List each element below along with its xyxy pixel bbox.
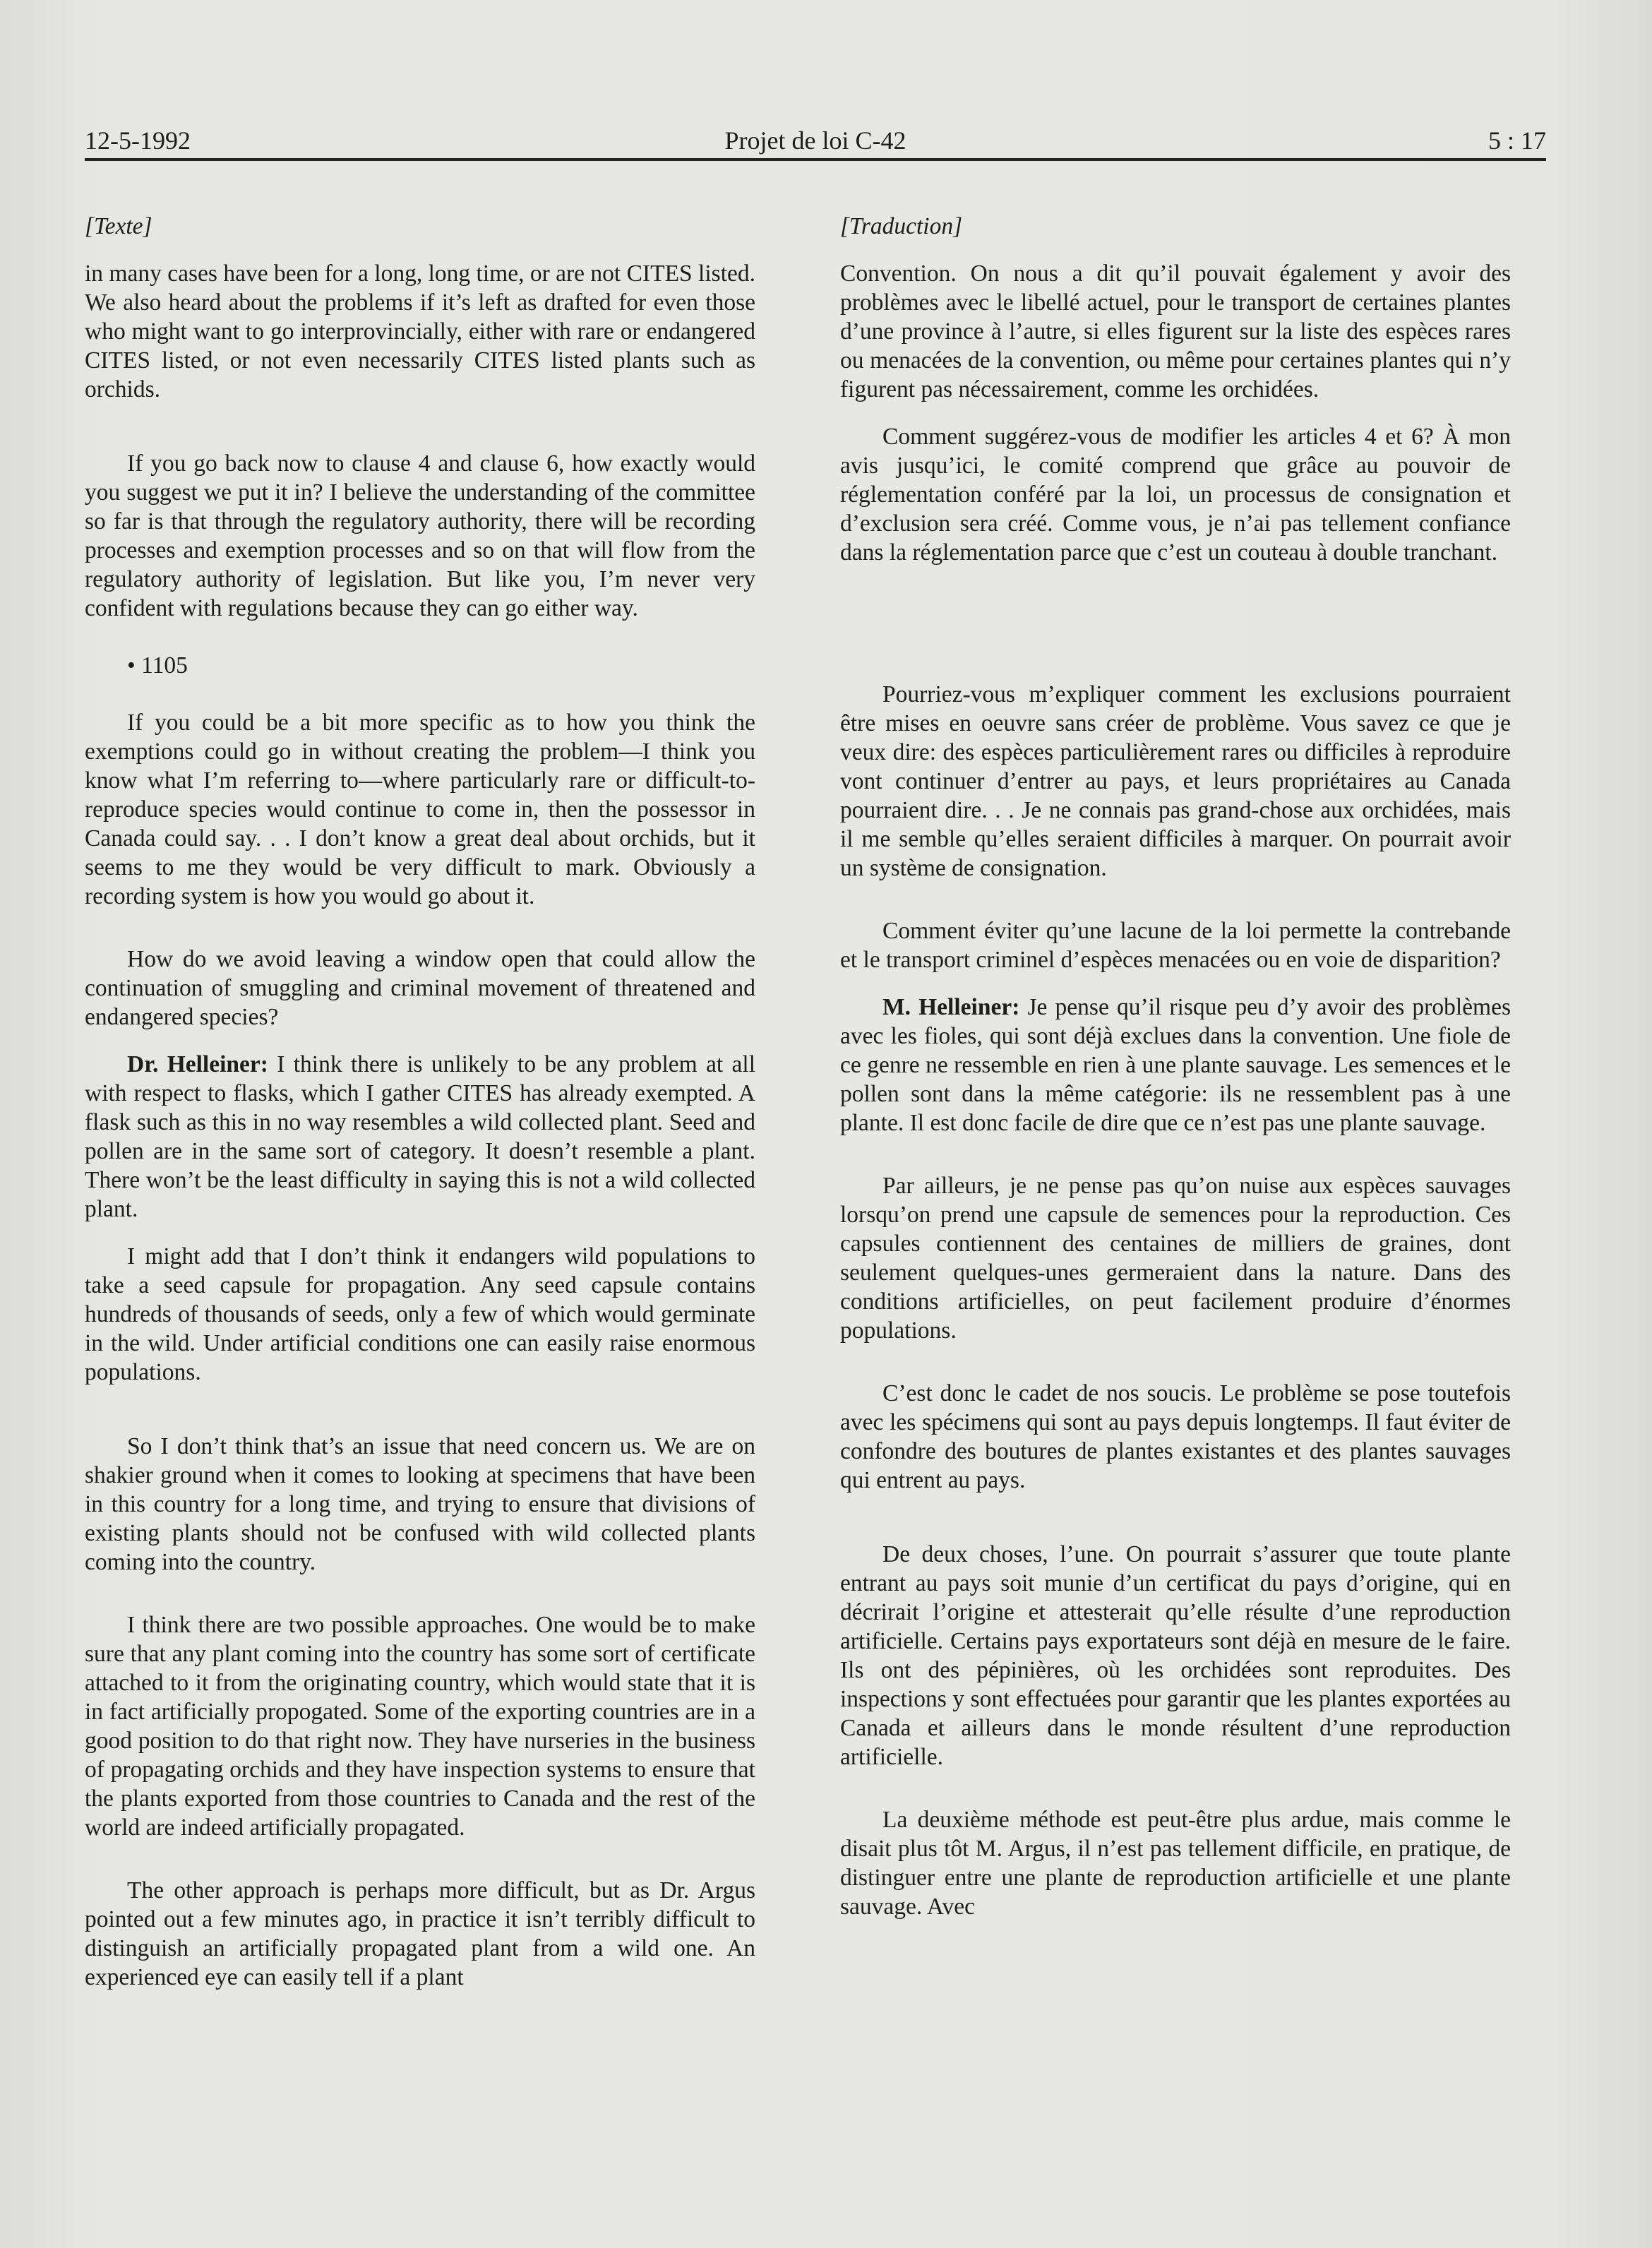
paragraph: So I don’t think that’s an issue that need concern us. We are on shakier ground when it comes to looking at specimens that have been in this country for a long time, and trying to ensure that divisions of existing plants should not be confused with wild collected plants coming into the country. [85, 1433, 755, 1575]
header-rule [85, 158, 1546, 161]
paragraph: If you could be a bit more specific as to how you think the exemptions could go in without creating the problem—I think you know what I’m referring to—where particularly rare or difficult-to-reproduce species would continue to come in, then the possessor in Canada could say. . . I don’t know a great deal about orchids, but it seems to me they would be very difficult to mark. Obviously a recording system is how you would go about it. [85, 710, 755, 909]
paragraph: C’est donc le cadet de nos soucis. Le problème se pose toutefois avec les spécimens qui sont au pays depuis longtemps. Il faut éviter de confondre des boutures de plantes existantes et des plantes sauvages qui entrent au pays. [840, 1380, 1511, 1493]
speaker-name: M. Helleiner: [882, 994, 1020, 1020]
paragraph: Convention. On nous a dit qu’il pouvait également y avoir des problèmes avec le libellé actuel, pour le transport de certaines plantes d’une province à l’autre, si elles figurent sur la liste des espèces rares ou menacées de la convention, ou même pour certaines plantes qui n’y figurent pas nécessairement, comme les orchidées. [840, 261, 1511, 402]
paragraph: If you go back now to clause 4 and clause 6, how exactly would you suggest we put it in? I believe the understanding of the committee so far is that through the regulatory authority, there will be recording processes and exemption processes and so on that will flow from the regulatory authority of legislation. But like you, I’m never very confident with regulations because they can go either way. [85, 450, 755, 621]
paragraph: Comment éviter qu’une lacune de la loi permette la contrebande et le transport criminel d’espèces menacées ou en voie de disparition? [840, 918, 1511, 973]
paragraph: Pourriez-vous m’expliquer comment les exclusions pourraient être mises en oeuvre sans créer de problème. Vous savez ce que je veux dire: des espèces particulièrement rares ou difficiles à reproduire vont continuer d’entrer au pays, et leurs propriétaires au Canada pourraient dire. . . Je ne connais pas grand-chose aux orchidées, mais il me semble qu’elles seraient difficiles à marquer. On pourrait avoir un système de consignation. [840, 681, 1511, 881]
paragraph: Par ailleurs, je ne pense pas qu’on nuise aux espèces sauvages lorsqu’on prend une capsule de semences pour la reproduction. Ces capsules contiennent des centaines de milliers de graines, dont seulement quelques-unes germeraient dans la nature. Dans des conditions artificielles, on peut facilement produire d’énormes populations. [840, 1173, 1511, 1344]
column-label-traduction: [Traduction] [840, 213, 963, 239]
paragraph: How do we avoid leaving a window open that could allow the continuation of smuggling and criminal movement of threatened and endangered species? [85, 946, 755, 1030]
header-page-number: 5 : 17 [1488, 126, 1546, 155]
time-marker: • 1105 [127, 652, 188, 678]
speaker-name: Dr. Helleiner: [127, 1051, 268, 1077]
column-label-texte: [Texte] [85, 213, 152, 239]
paragraph: The other approach is perhaps more difficult, but as Dr. Argus pointed out a few minutes ago, in practice it isn’t terribly difficult to distinguish an artificially propagated plant from a wild one. An experienced eye can easily tell if a plant [85, 1877, 755, 1990]
paragraph: in many cases have been for a long, long time, or are not CITES listed. We also heard about the problems if it’s left as drafted for even those who might want to go interprovincially, either with rare or endangered CITES listed, or not even necessarily CITES listed plants such as orchids. [85, 261, 755, 402]
speaker-paragraph [85, 1050, 755, 1224]
english-column [85, 212, 755, 1992]
speaker-text: Je pense qu’il risque peu d’y avoir des problèmes avec les fioles, qui sont déjà exclues dans la convention. Une fiole de ce genre ne ressemble en rien à une plante sauvage. Les semences et le pollen sont dans la même catégorie: ils ne ressemblent pas à une plante. Il est donc facile de dire que ce n’est pas une plante sauvage. [840, 994, 1511, 1136]
header-date: 12-5-1992 [85, 126, 191, 155]
page-header [85, 126, 1546, 157]
paragraph: De deux choses, l’une. On pourrait s’assurer que toute plante entrant au pays soit munie d’un certificat du pays d’origine, qui en décrirait l’origine et attesterait qu’elle résulte d’une reproduction artificielle. Certains pays exportateurs sont déjà en mesure de le faire. Ils ont des pépinières, où les orchidées sont reproduites. Des inspections y sont effectuées pour garantir que les plantes exportées au Canada et ailleurs dans le monde résultent d’une reproduction artificielle. [840, 1541, 1511, 1770]
paragraph: I might add that I don’t think it endangers wild populations to take a seed capsule for propagation. Any seed capsule contains hundreds of thousands of seeds, only a few of which would germinate in the wild. Under artificial conditions one can easily raise enormous populations. [85, 1243, 755, 1385]
paragraph: Comment suggérez-vous de modifier les articles 4 et 6? À mon avis jusqu’ici, le comité comprend que grâce au pouvoir de réglementation conféré par la loi, un processus de consignation et d’exclusion sera créé. Comme vous, je n’ai pas tellement confiance dans la réglementation parce que c’est un couteau à double tranchant. [840, 424, 1511, 566]
french-column [840, 212, 1511, 1921]
header-title: Projet de loi C-42 [724, 126, 906, 155]
speaker-text: I think there is unlikely to be any problem at all with respect to flasks, which I gather CITES has already exempted. A flask such as this in no way resembles a wild collected plant. Seed and pollen are in the same sort of category. It doesn’t resemble a plant. There won’t be the least difficulty in saying this is not a wild collected plant. [85, 1051, 755, 1222]
speaker-paragraph [840, 993, 1511, 1137]
paragraph: La deuxième méthode est peut-être plus ardue, mais comme le disait plus tôt M. Argus, il n’est pas tellement difficile, en pratique, de distinguer entre une plante de reproduction artificielle et une plante sauvage. Avec [840, 1807, 1511, 1920]
paragraph: I think there are two possible approaches. One would be to make sure that any plant coming into the country has some sort of certificate attached to it from the originating country, which would state that it is in fact artificially propogated. Some of the exporting countries are in a good position to do that right now. They have nurseries in the business of propagating orchids and they have inspection systems to ensure that the plants exported from those countries to Canada and the rest of the world are indeed artificially propagated. [85, 1612, 755, 1841]
